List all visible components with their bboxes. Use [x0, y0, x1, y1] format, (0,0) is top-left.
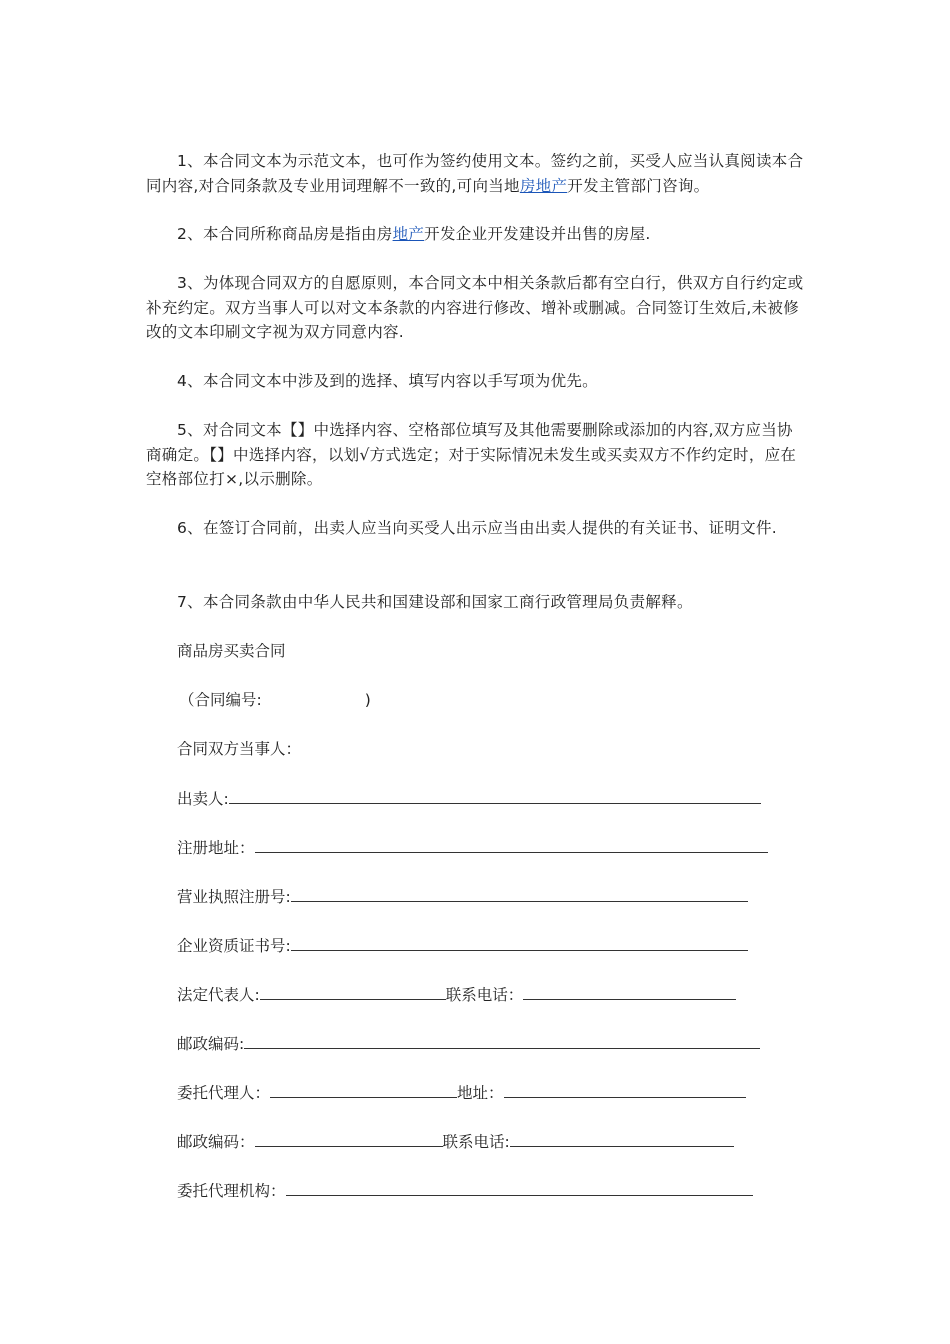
note-7: 7、本合同条款由中华人民共和国建设部和国家工商行政管理局负责解释。 [177, 593, 693, 611]
agency-blank[interactable] [286, 1179, 753, 1196]
address-label: 注册地址： [177, 839, 255, 857]
agent-line [177, 1081, 746, 1104]
agency-line [177, 1179, 753, 1202]
agent-address-blank[interactable] [504, 1081, 746, 1098]
note-2-text-end: 开发企业开发建设并出售的房屋. [424, 225, 651, 243]
agent-postcode-blank[interactable] [255, 1130, 443, 1147]
note-3: 3、为体现合同双方的自愿原则，本合同文本中相关条款后都有空白行，供双方自行约定或补充约定。双方当事人可以对文本条款的内容进行修改、增补或删减。合同签订生效后,未被修改的文本印刷文字视为双方同意内容. [146, 274, 804, 341]
parties-heading: 合同双方当事人： [177, 740, 302, 758]
agent-phone-blank[interactable] [510, 1130, 734, 1147]
contract-number-close: ) [364, 691, 371, 709]
postcode-blank[interactable] [244, 1032, 760, 1049]
agent-postcode-line [177, 1130, 734, 1153]
seller-line [177, 787, 761, 810]
license-label: 营业执照注册号: [177, 888, 291, 906]
contract-number-label: （合同编号: [179, 691, 262, 709]
seller-blank[interactable] [229, 787, 761, 804]
agent-phone-label: 联系电话: [442, 1133, 510, 1151]
postcode-line [177, 1032, 760, 1055]
legal-rep-blank[interactable] [260, 983, 446, 1000]
note-1-text: 1、本合同文本为示范文本，也可作为签约使用文本。签约之前，买受人应当认真阅读本合同内容,对合同条款及专业用词理解不一致的,可向当地 [146, 152, 804, 195]
agent-postcode-label: 邮政编码： [177, 1133, 255, 1151]
note-4: 4、本合同文本中涉及到的选择、填写内容以手写项为优先。 [177, 372, 598, 390]
postcode-label: 邮政编码: [177, 1035, 245, 1053]
real-estate-link[interactable]: 房地产 [519, 176, 568, 195]
agent-address-label: 地址： [457, 1084, 504, 1102]
license-line [177, 885, 748, 908]
contract-title: 商品房买卖合同 [177, 642, 286, 660]
agent-label: 委托代理人： [177, 1084, 271, 1102]
note-5: 5、对合同文本【】中选择内容、空格部位填写及其他需要删除或添加的内容,双方应当协商确定。【】中选择内容，以划√方式选定；对于实际情况未发生或买卖双方不作约定时，应在空格部位打×,以示删除。 [146, 421, 797, 488]
address-blank[interactable] [255, 836, 768, 853]
address-line [177, 836, 768, 859]
note-1-text-end: 开发主管部门咨询。 [567, 176, 710, 195]
note-2-text: 2、本合同所称商品房是指由房 [177, 225, 393, 243]
note-2 [146, 222, 806, 247]
legal-rep-phone-blank[interactable] [523, 983, 736, 1000]
legal-rep-line [177, 983, 736, 1006]
property-link[interactable]: 地产 [392, 225, 425, 243]
legal-rep-label: 法定代表人: [177, 986, 260, 1004]
contract-number-line [179, 689, 371, 711]
agency-label: 委托代理机构： [177, 1182, 286, 1200]
qualification-blank[interactable] [291, 934, 748, 951]
note-6: 6、在签订合同前，出卖人应当向买受人出示应当由出卖人提供的有关证书、证明文件. [177, 519, 777, 537]
qualification-label: 企业资质证书号: [177, 937, 291, 955]
seller-label: 出卖人: [177, 790, 229, 808]
license-blank[interactable] [291, 885, 748, 902]
note-1 [146, 149, 806, 198]
agent-blank[interactable] [270, 1081, 457, 1098]
qualification-line [177, 934, 748, 957]
legal-rep-phone-label: 联系电话： [445, 986, 524, 1004]
